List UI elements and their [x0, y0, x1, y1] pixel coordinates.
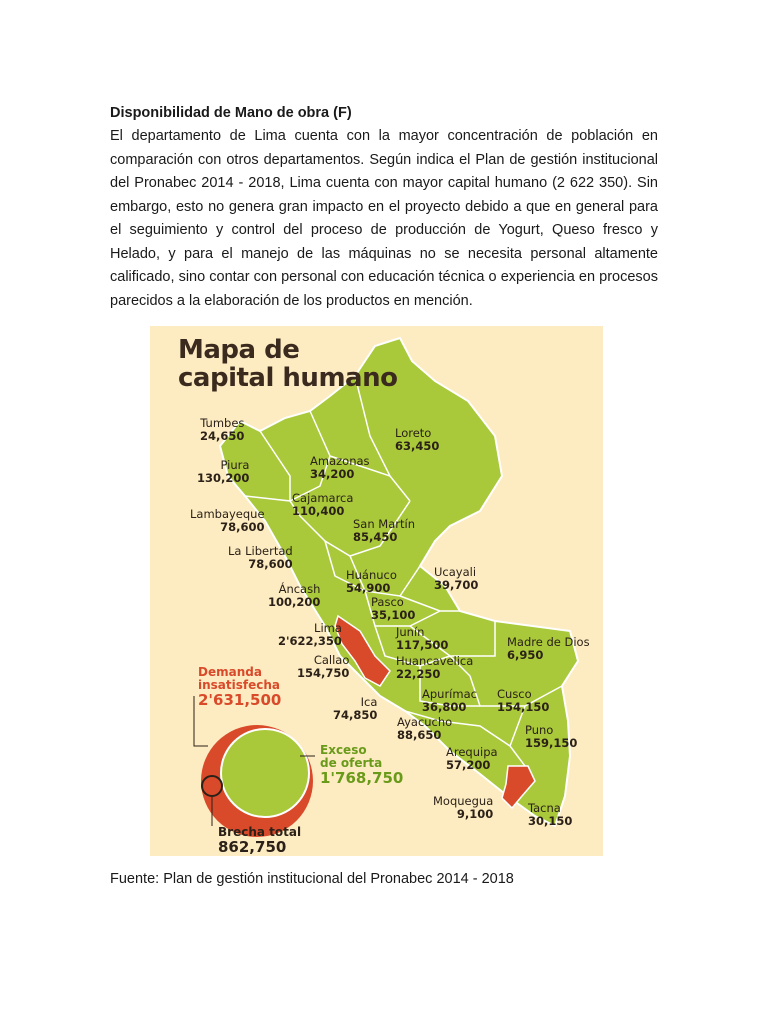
- map-title: [178, 336, 397, 392]
- label-huancavelica: Huancavelica 22,250: [396, 654, 474, 681]
- label-lambayeque: Lambayeque 78,600: [190, 507, 265, 534]
- label-san-martin: San Martín 85,450: [353, 517, 415, 544]
- label-ayacucho: Ayacucho 88,650: [397, 715, 453, 742]
- label-pasco: Pasco 35,100: [371, 595, 416, 622]
- brecha-total-label: Brecha total 862,750: [218, 825, 302, 856]
- oferta-circle: [221, 729, 309, 817]
- label-cusco: Cusco 154,150: [497, 687, 550, 714]
- exceso-value: 1'768,750: [320, 769, 404, 787]
- label-arequipa: Arequipa 57,200: [446, 745, 498, 772]
- label-ica: Ica 74,850: [333, 695, 378, 722]
- label-amazonas: Amazonas 34,200: [310, 454, 370, 481]
- label-la-libertad: La Libertad 78,600: [228, 544, 293, 571]
- map-title-line1: Mapa de: [178, 335, 300, 365]
- figure-caption: Fuente: Plan de gestión institucional del Pronabec 2014 - 2018: [110, 871, 514, 887]
- label-ucayali: Ucayali 39,700: [434, 565, 479, 592]
- label-puno: Puno 159,150: [525, 723, 578, 750]
- label-apurimac: Apurímac 36,800: [422, 687, 477, 714]
- demanda-value: 2'631,500: [198, 691, 282, 709]
- brecha-value: 862,750: [218, 838, 287, 856]
- label-callao: Callao 154,750: [297, 653, 350, 680]
- label-piura: Piura 130,200: [197, 458, 250, 485]
- label-huanuco: Huánuco 54,900: [346, 568, 397, 595]
- body-paragraph: El departamento de Lima cuenta con la mayor concentración de población en comparación con otros departamentos. Según indica el Plan de gestión institucional del Pronabec 2014 - 2018, Lima cuenta con mayor capital humano (2 622 350). Sin embargo, esto no genera gran impacto en el proyecto debido a que en general para el seguimiento y control del proceso de producción de Yogurt, Queso fresco y Helado, y para el manejo de las máquinas no se necesita personal altamente calificado, sino contar con personal con educación técnica o experiencia en procesos parecidos a la elaboración de los productos en mención.: [110, 128, 658, 309]
- label-cajamarca: Cajamarca 110,400: [292, 491, 354, 518]
- label-ancash: Áncash 100,200: [268, 582, 321, 609]
- label-moquegua: Moquegua 9,100: [433, 794, 494, 821]
- label-loreto: Loreto 63,450: [395, 426, 440, 453]
- label-tacna: Tacna 30,150: [528, 801, 573, 828]
- capital-humano-map-figure: [150, 326, 603, 856]
- label-tumbes: Tumbes 24,650: [200, 416, 245, 443]
- label-madre-de-dios: Madre de Dios 6,950: [507, 635, 590, 662]
- section-heading: Disponibilidad de Mano de obra (F): [110, 105, 352, 121]
- map-title-line2: capital humano: [178, 363, 398, 393]
- demanda-insatisfecha-label: Demanda insatisfecha 2'631,500: [198, 665, 282, 709]
- exceso-de-oferta-label: Exceso de oferta 1'768,750: [320, 743, 404, 787]
- label-lima: Lima 2'622,350: [278, 621, 342, 648]
- label-junin: Junín 117,500: [396, 625, 449, 652]
